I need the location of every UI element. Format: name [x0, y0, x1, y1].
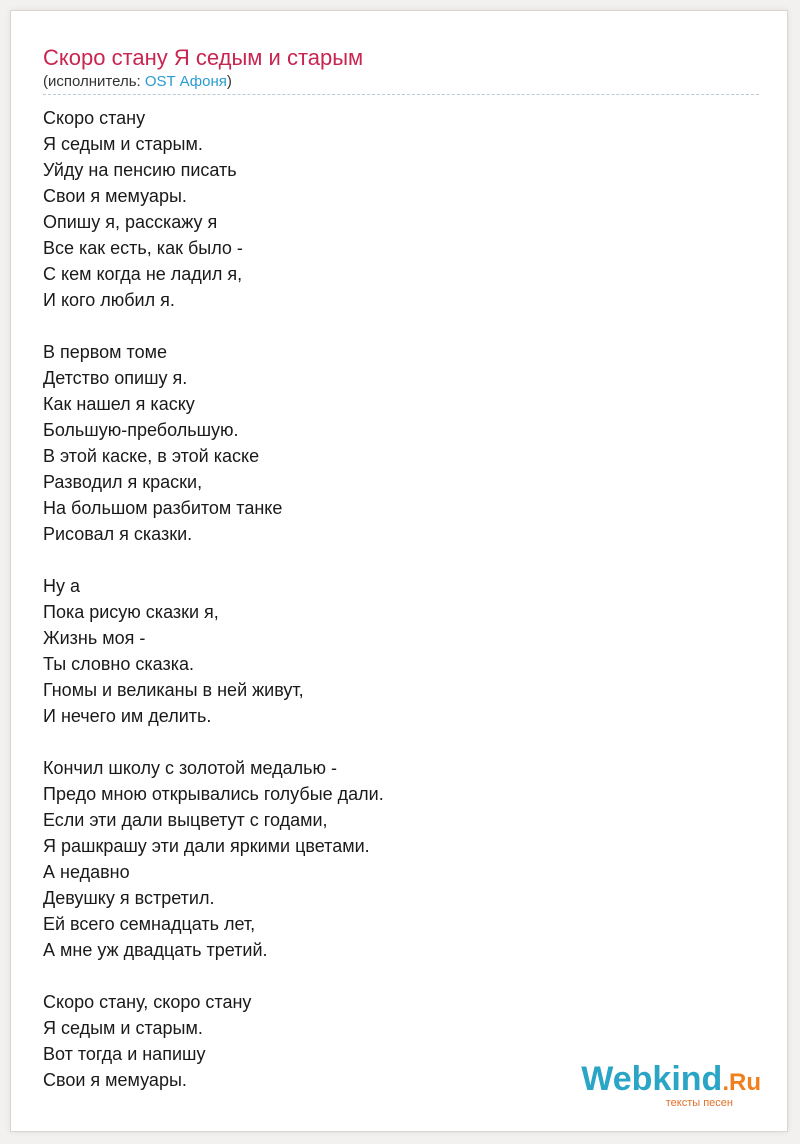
artist-link[interactable]: OST Афоня [144, 73, 227, 90]
stanza-2 [43, 339, 759, 547]
meta-suffix: ) [226, 73, 232, 90]
song-meta [43, 73, 232, 90]
lyric-line: Кончил школу с золотой медалью - [43, 758, 337, 778]
lyric-line: Я седым и старым. [43, 134, 203, 154]
page-sheet [10, 10, 788, 1132]
lyric-line: В этой каске, в этой каске [43, 446, 260, 466]
lyric-line: Пока рисую сказки я, [43, 602, 219, 622]
lyric-line: В первом томе [43, 342, 167, 362]
lyric-line: Уйду на пенсию писать [43, 160, 237, 180]
lyric-line: Скоро стану, скоро стану [43, 992, 252, 1012]
lyric-line: Ну а [43, 576, 81, 596]
lyric-line: Опишу я, расскажу я [43, 212, 218, 232]
title-divider [43, 94, 759, 95]
site-logo[interactable] [581, 1062, 761, 1109]
lyric-line: Ты словно сказка. [43, 654, 194, 674]
meta-prefix: (исполнитель: [43, 73, 145, 90]
logo-tagline: тексты песен [665, 1097, 733, 1109]
lyric-line: Все как есть, как было - [43, 238, 243, 258]
lyric-line: Я седым и старым. [43, 1018, 203, 1038]
logo-tld: .Ru [722, 1069, 761, 1096]
stanza-3 [43, 573, 759, 729]
lyric-line: Свои я мемуары. [43, 186, 187, 206]
lyric-line: Как нашел я каску [43, 394, 195, 414]
lyric-line: А недавно [43, 862, 130, 882]
lyric-line: Детство опишу я. [43, 368, 188, 388]
lyric-line: На большом разбитом танке [43, 498, 283, 518]
lyric-line: Гномы и великаны в ней живут, [43, 680, 304, 700]
logo-wordmark [581, 1062, 761, 1100]
lyric-line: Девушку я встретил. [43, 888, 215, 908]
lyric-line: И кого любил я. [43, 290, 175, 310]
lyric-line: Вот тогда и напишу [43, 1044, 206, 1064]
stanza-4 [43, 755, 759, 963]
lyric-line: Большую-пребольшую. [43, 420, 239, 440]
lyric-line: С кем когда не ладил я, [43, 264, 243, 284]
lyric-line: Свои я мемуары. [43, 1070, 187, 1090]
lyric-line: Ей всего семнадцать лет, [43, 914, 256, 934]
lyric-line: Предо мною открывались голубые дали. [43, 784, 384, 804]
lyric-line: Если эти дали выцветут с годами, [43, 810, 328, 830]
lyrics-body [43, 105, 759, 1119]
lyric-line: Жизнь моя - [43, 628, 146, 648]
stanza-1 [43, 105, 759, 313]
logo-brand: Webkind [581, 1060, 723, 1098]
lyric-line: И нечего им делить. [43, 706, 212, 726]
lyric-line: Рисовал я сказки. [43, 524, 193, 544]
lyric-line: Разводил я краски, [43, 472, 203, 492]
lyric-line: Я рашкрашу эти дали яркими цветами. [43, 836, 370, 856]
lyric-line: А мне уж двадцать третий. [43, 940, 268, 960]
song-title: Скоро стану Я седым и старым [43, 45, 364, 70]
lyric-line: Скоро стану [43, 108, 146, 128]
